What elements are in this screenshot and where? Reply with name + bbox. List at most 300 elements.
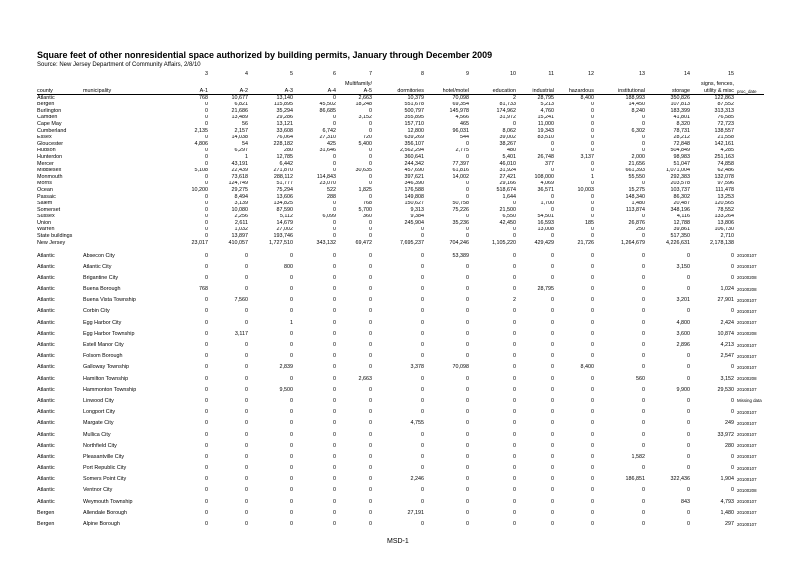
table-cell: 4,213 [720, 342, 734, 349]
table-cell: 134,825 [273, 200, 293, 207]
table-cell: 0 [591, 375, 594, 382]
table-cell: 0 [369, 342, 372, 349]
municipality-name: Buena Borough [83, 286, 121, 293]
table-cell: 0 [333, 342, 336, 349]
table-cell [734, 148, 764, 155]
table-cell: 0 [333, 353, 336, 360]
table-cell [734, 240, 764, 247]
table-cell: 768 [199, 94, 208, 101]
table-cell: 41,801 [673, 114, 690, 121]
table-cell: 0 [290, 330, 293, 337]
table-cell: 9,500 [279, 386, 293, 393]
table-cell: 0 [513, 442, 516, 449]
table-cell: 0 [591, 509, 594, 516]
table-cell: 0 [421, 386, 424, 393]
table-cell: 20,487 [673, 200, 690, 207]
table-cell: 69,354 [452, 101, 469, 108]
table-cell: 0 [290, 286, 293, 293]
column-header-hazardous: hazardous [554, 87, 594, 95]
municipality-row [37, 497, 764, 508]
municipality-name: Folsom Borough [83, 353, 123, 360]
column-header-top: Multifamily/ [345, 80, 372, 87]
table-cell: 46,010 [499, 160, 516, 167]
table-cell: 0 [551, 364, 554, 371]
municipality-name: Absecon City [83, 252, 115, 259]
table-cell: 14,038 [231, 134, 248, 141]
table-cell: 5,401 [502, 154, 516, 160]
table-cell: 54 [242, 141, 248, 147]
table-cell: 0 [513, 319, 516, 326]
table-cell: 0 [290, 521, 293, 528]
proc-date: 20100107 [737, 443, 757, 449]
table-cell [83, 121, 178, 128]
column-number-row [37, 71, 764, 79]
table-cell: 0 [205, 476, 208, 483]
table-cell: 0 [591, 134, 594, 141]
table-cell: 19,343 [537, 127, 554, 134]
table-cell: 86,685 [319, 108, 336, 114]
table-cell [734, 102, 764, 109]
column-number: 5 [290, 71, 293, 78]
column-number: 13 [639, 71, 645, 78]
table-cell: 355,895 [404, 114, 424, 121]
table-cell: 1,644 [502, 193, 516, 200]
table-cell: 0 [513, 274, 516, 281]
table-cell: 0 [333, 442, 336, 449]
table-cell: 0 [421, 286, 424, 293]
table-cell [83, 227, 178, 234]
table-cell: 8,240 [631, 108, 645, 114]
table-cell: 26,748 [537, 154, 554, 160]
county-row [37, 102, 764, 109]
table-cell: 0 [513, 252, 516, 259]
table-cell: 0 [421, 375, 424, 382]
municipality-name: Somers Point City [83, 476, 127, 483]
proc-date: 20100107 [737, 387, 757, 393]
table-cell: 0 [731, 263, 734, 270]
table-cell: 77,397 [452, 160, 469, 167]
table-cell: 1,727,510 [269, 240, 293, 246]
column-number: 9 [466, 71, 469, 78]
table-cell: 0 [551, 375, 554, 382]
table-cell: 0 [642, 114, 645, 121]
table-cell: 31,972 [499, 114, 516, 121]
table-cell: 0 [290, 487, 293, 494]
proc-date: 20100208 [737, 376, 757, 382]
table-cell: 397,621 [404, 174, 424, 180]
table-cell: 0 [731, 453, 734, 460]
county-row [37, 220, 764, 227]
table-cell: 13,606 [276, 193, 293, 200]
county-name: Atlantic [37, 420, 55, 427]
table-cell: 0 [687, 509, 690, 516]
table-cell: 0 [421, 498, 424, 505]
table-cell: 0 [245, 263, 248, 270]
county-name: Atlantic [37, 286, 55, 293]
table-cell: 288 [327, 193, 336, 200]
table-cell: 0 [642, 465, 645, 472]
table-cell: 1,582 [631, 453, 645, 460]
county-name: Union [37, 220, 52, 226]
table-cell: 0 [369, 154, 372, 160]
table-cell: 2,839 [279, 364, 293, 371]
county-row [37, 135, 764, 142]
column-number: 7 [369, 71, 372, 78]
table-cell: 0 [333, 453, 336, 460]
table-cell: 0 [591, 397, 594, 404]
table-cell: 0 [369, 431, 372, 438]
table-cell: 0 [245, 487, 248, 494]
proc-date: 20100208 [737, 331, 757, 337]
table-cell: 0 [333, 167, 336, 174]
municipality-name: Northfield City [83, 442, 117, 449]
table-cell: 0 [245, 442, 248, 449]
table-cell: 0 [513, 409, 516, 416]
table-cell: 9,384 [410, 213, 424, 220]
table-cell: 346,390 [404, 180, 424, 187]
table-cell [83, 141, 178, 148]
municipality-row [37, 273, 764, 284]
table-cell: 0 [245, 465, 248, 472]
table-cell: 138,557 [714, 127, 734, 134]
table-cell: 2,663 [358, 375, 372, 382]
table-cell: 0 [642, 521, 645, 528]
table-cell: 0 [513, 308, 516, 315]
table-cell: 249 [725, 420, 734, 427]
column-number: 6 [333, 71, 336, 78]
table-cell: 27,421 [499, 174, 516, 180]
table-cell: 50,758 [452, 200, 469, 207]
table-cell: 21,500 [499, 207, 516, 213]
table-cell: 0 [551, 308, 554, 315]
county-name: Warren [37, 226, 55, 233]
proc-date: Missing data [737, 398, 762, 404]
table-cell: 0 [205, 453, 208, 460]
table-cell: 21,726 [577, 240, 594, 246]
table-cell: 0 [687, 353, 690, 360]
county-row [37, 181, 764, 188]
blank-cell [734, 71, 764, 79]
table-cell: 0 [333, 286, 336, 293]
table-cell: 13,008 [537, 226, 554, 233]
table-cell: 244,342 [404, 160, 424, 167]
table-cell: 8,400 [580, 364, 594, 371]
table-cell: 0 [642, 386, 645, 393]
table-cell: 86,302 [673, 193, 690, 200]
table-cell: 0 [245, 274, 248, 281]
table-cell: 0 [466, 213, 469, 220]
table-cell [734, 121, 764, 128]
table-cell: 4,285 [720, 147, 734, 154]
municipality-row [37, 385, 764, 396]
county-name: Atlantic [37, 375, 55, 382]
table-cell: 142,161 [714, 141, 734, 147]
table-cell: 0 [205, 498, 208, 505]
table-cell: 544 [460, 134, 469, 141]
table-cell: 4,760 [540, 108, 554, 114]
table-cell: 0 [513, 397, 516, 404]
municipality-row [37, 340, 764, 351]
table-cell: 768 [199, 286, 208, 293]
table-cell: 30,635 [355, 167, 372, 174]
column-header-top: signs, fences, [701, 80, 734, 87]
table-cell: 0 [466, 386, 469, 393]
table-cell [734, 207, 764, 214]
table-cell [734, 108, 764, 115]
table-cell: 0 [333, 263, 336, 270]
table-cell: 0 [205, 521, 208, 528]
table-cell: 150,627 [404, 200, 424, 207]
table-cell: 6,297 [234, 147, 248, 154]
table-cell: 0 [333, 431, 336, 438]
table-cell: 6,442 [279, 160, 293, 167]
table-cell: 0 [421, 297, 424, 304]
table-cell: 0 [290, 308, 293, 315]
table-cell: 0 [642, 319, 645, 326]
report-title: Square feet of other nonresidential space authorized by building permits, January through December 2009 [37, 50, 493, 60]
table-cell: 0 [591, 308, 594, 315]
county-name: Atlantic [37, 476, 55, 483]
table-cell: 107,813 [670, 101, 690, 108]
table-cell: 0 [591, 213, 594, 220]
table-cell: 0 [551, 409, 554, 416]
table-cell: 29,286 [276, 114, 293, 121]
table-cell: 0 [687, 375, 690, 382]
table-cell: 0 [513, 364, 516, 371]
table-cell: 0 [551, 397, 554, 404]
column-header-industrial: industrial [516, 87, 554, 95]
table-cell: 0 [333, 521, 336, 528]
table-cell: 0 [369, 127, 372, 134]
table-cell: 0 [731, 364, 734, 371]
table-cell: 0 [551, 465, 554, 472]
table-cell: 0 [591, 498, 594, 505]
table-cell: 145,978 [449, 108, 469, 114]
header-row-top [37, 79, 764, 87]
table-cell: 0 [551, 147, 554, 154]
table-cell: 106,730 [714, 226, 734, 233]
municipality-row [37, 251, 764, 262]
table-cell: 0 [333, 409, 336, 416]
table-cell: 0 [642, 431, 645, 438]
table-cell: 0 [513, 521, 516, 528]
table-cell [83, 240, 178, 247]
table-cell: 0 [369, 364, 372, 371]
table-cell: 0 [245, 476, 248, 483]
county-row [37, 148, 764, 155]
table-cell: 297 [725, 521, 734, 528]
table-cell: 0 [466, 342, 469, 349]
proc-date: 20100107 [737, 454, 757, 460]
table-cell: 22,439 [231, 167, 248, 174]
table-cell: 0 [642, 274, 645, 281]
table-cell: 0 [466, 397, 469, 404]
table-cell: 10,379 [407, 94, 424, 101]
table-cell: 0 [205, 274, 208, 281]
table-cell: 73,618 [231, 174, 248, 180]
table-cell: 0 [687, 364, 690, 371]
county-name: Atlantic [37, 386, 55, 393]
table-cell [83, 148, 178, 155]
column-header-top [37, 79, 83, 87]
table-cell: 0 [642, 420, 645, 427]
table-cell: 28,795 [537, 94, 554, 101]
county-name: State buildings [37, 233, 73, 240]
table-cell: 10,080 [231, 207, 248, 213]
municipality-row [37, 519, 764, 530]
table-cell: 0 [421, 353, 424, 360]
table-cell: 1,032 [234, 226, 248, 233]
table-cell: 78,552 [717, 207, 734, 213]
table-cell: 0 [591, 193, 594, 200]
table-cell: 28,212 [673, 134, 690, 141]
table-cell [734, 214, 764, 221]
table-cell: 0 [466, 509, 469, 516]
column-header-top [178, 79, 208, 87]
table-cell: 8,320 [676, 121, 690, 127]
table-cell: 0 [642, 442, 645, 449]
table-cell: 0 [333, 274, 336, 281]
table-cell: 133,264 [714, 213, 734, 220]
table-cell: 0 [466, 141, 469, 147]
table-cell: 0 [466, 521, 469, 528]
table-cell [734, 154, 764, 161]
table-cell: 0 [687, 487, 690, 494]
table-cell [734, 115, 764, 122]
column-number: 14 [684, 71, 690, 78]
table-cell: 4,226,631 [666, 240, 690, 246]
table-cell: 0 [513, 342, 516, 349]
county-name: Cape May [37, 121, 62, 127]
table-cell: 0 [642, 263, 645, 270]
table-cell: 0 [551, 476, 554, 483]
table-cell: 35,294 [276, 108, 293, 114]
county-name: Atlantic [37, 465, 55, 472]
table-cell: 51,777 [276, 180, 293, 187]
table-cell: 183,399 [670, 108, 690, 114]
table-cell: 377 [545, 160, 554, 167]
table-cell: 54,501 [537, 213, 554, 220]
table-cell: 0 [205, 233, 208, 240]
table-cell: 0 [551, 420, 554, 427]
municipality-name: Brigantine City [83, 274, 119, 281]
proc-date: 20100107 [737, 409, 757, 415]
table-cell: 13,489 [231, 114, 248, 121]
table-cell: 7,560 [234, 297, 248, 304]
table-cell: 0 [205, 364, 208, 371]
table-cell [83, 201, 178, 208]
table-cell: 0 [205, 226, 208, 233]
table-cell: 83,510 [537, 134, 554, 141]
table-cell: 176,588 [404, 187, 424, 193]
table-cell: 31,646 [319, 147, 336, 154]
table-cell: 0 [369, 409, 372, 416]
table-cell: 0 [369, 121, 372, 127]
table-cell: 4,806 [194, 141, 208, 147]
column-header-a-1: A-1 [178, 87, 208, 95]
table-cell: 0 [421, 274, 424, 281]
table-cell [734, 194, 764, 201]
table-cell: 0 [205, 465, 208, 472]
table-cell: 2,663 [358, 94, 372, 101]
table-cell: 31,924 [499, 167, 516, 174]
county-name: Salem [37, 200, 53, 207]
county-row [37, 187, 764, 194]
table-cell: 76,585 [717, 114, 734, 121]
table-cell: 0 [591, 487, 594, 494]
county-row [37, 207, 764, 214]
table-cell: 0 [333, 220, 336, 226]
table-cell: 8,400 [580, 94, 594, 101]
table-cell [83, 220, 178, 227]
table-cell [734, 161, 764, 168]
table-cell: 70,098 [452, 364, 469, 371]
table-cell: 12,788 [673, 220, 690, 226]
county-name: Bergen [37, 509, 55, 516]
table-cell: 115,895 [273, 101, 293, 108]
table-cell: 13,121 [276, 121, 293, 127]
table-cell: 0 [205, 160, 208, 167]
table-cell: 0 [369, 509, 372, 516]
table-cell: 96,031 [452, 127, 469, 134]
table-cell: 174,962 [496, 108, 516, 114]
table-cell: 0 [369, 180, 372, 187]
county-name: Atlantic [37, 364, 55, 371]
table-cell: 0 [687, 521, 690, 528]
table-cell: 0 [369, 286, 372, 293]
municipality-name: Allendale Borough [83, 509, 128, 516]
municipality-row [37, 374, 764, 385]
table-cell: 55,550 [628, 174, 645, 180]
table-cell: 0 [591, 167, 594, 174]
table-cell: 111,478 [715, 187, 734, 193]
table-cell: 27,901 [717, 297, 734, 304]
table-cell [734, 201, 764, 208]
table-cell: 322,436 [670, 476, 690, 483]
table-cell: 16,593 [537, 220, 554, 226]
county-row [37, 128, 764, 135]
table-cell: 0 [205, 101, 208, 108]
table-cell: 6,821 [234, 101, 248, 108]
table-cell: 186,851 [625, 476, 645, 483]
table-cell: 1 [245, 154, 248, 160]
county-name: Atlantic [37, 308, 55, 315]
table-cell: 0 [369, 442, 372, 449]
table-cell: 185 [585, 220, 594, 226]
table-cell: 0 [333, 252, 336, 259]
table-cell: 0 [369, 330, 372, 337]
table-cell: 292,383 [670, 174, 690, 180]
proc-date: 20100107 [737, 510, 757, 516]
table-cell: 0 [290, 476, 293, 483]
municipality-name: Hamilton Township [83, 375, 129, 382]
table-cell: 1 [591, 174, 594, 180]
table-cell: 518,674 [496, 187, 516, 193]
county-name: Burlington [37, 108, 62, 114]
municipality-name: Hammonton Township [83, 386, 137, 393]
table-cell: 3,378 [410, 364, 424, 371]
county-name: Bergen [37, 101, 55, 108]
table-cell: 14,450 [628, 101, 645, 108]
table-cell: 0 [290, 274, 293, 281]
proc-date: 20100107 [737, 297, 757, 303]
table-cell: 10,003 [577, 187, 594, 193]
county-name: Passaic [37, 193, 56, 200]
column-header-top [208, 79, 248, 87]
municipality-name: Longport City [83, 409, 116, 416]
table-cell: 0 [290, 431, 293, 438]
table-cell: 0 [687, 286, 690, 293]
